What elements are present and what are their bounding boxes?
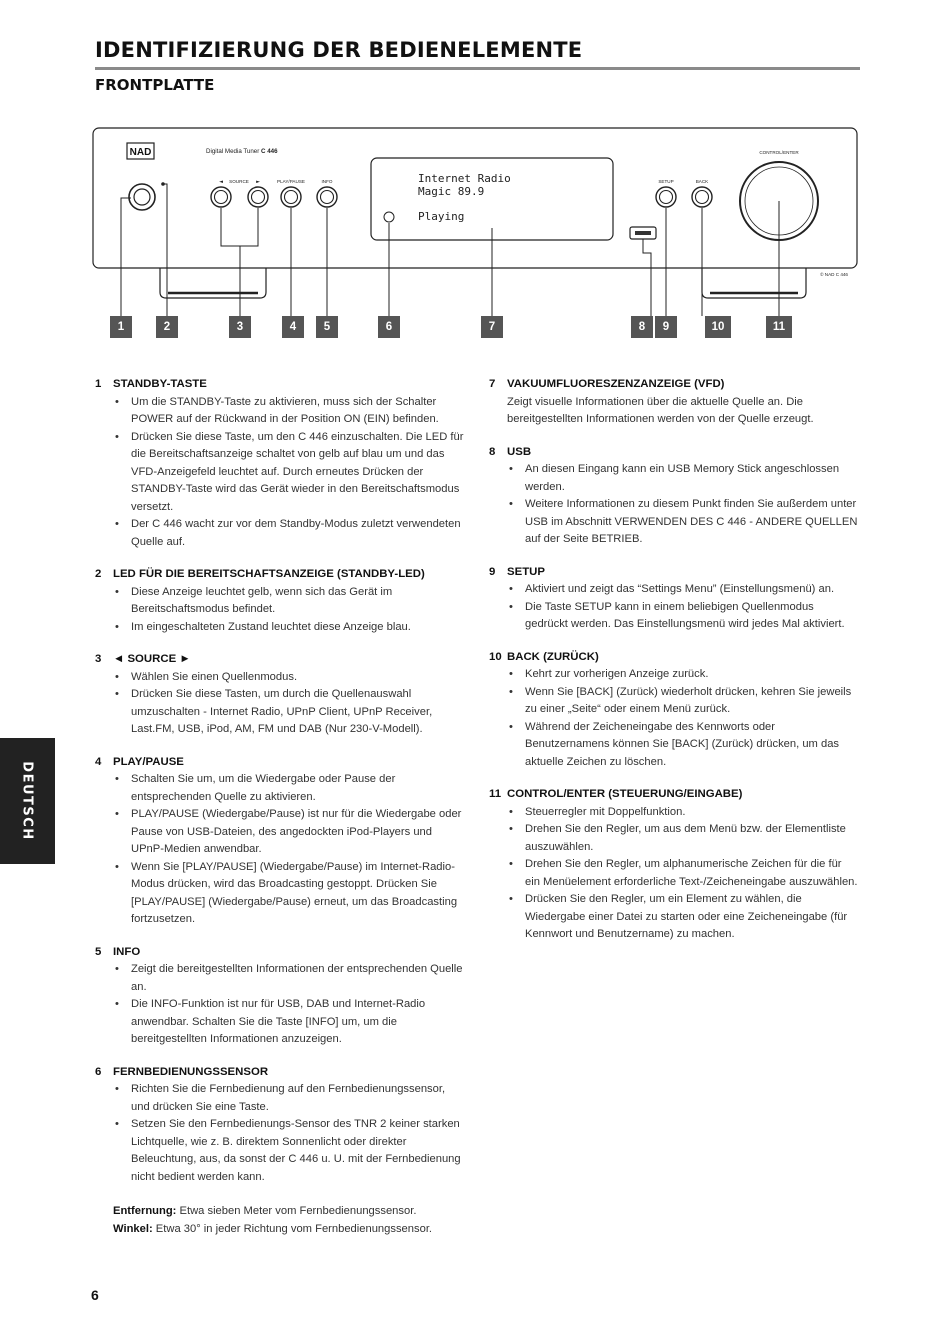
svg-text:Digital Media Tuner C 446 — [206, 148, 278, 155]
list-item: • Drücken Sie diese Taste, um den C 446 einzuschalten. Die LED für die Bereitschaftsanzeige schaltet von gelb auf blau um und das VFD-Anzeigefeld leuchtet auf. Durch erneutes Drücken der STANDBY-Taste wird das Gerät wieder in den Bereitschaftsmodus versetzt. — [113, 429, 465, 517]
section-source — [95, 651, 465, 739]
callout-9: 9 — [655, 316, 677, 338]
source-right-arrow: ► — [256, 179, 260, 185]
callout-11: 11 — [766, 316, 792, 338]
note-label: Winkel: — [113, 1222, 153, 1235]
list-item: • An diesen Eingang kann ein USB Memory Stick angeschlossen werden. — [507, 461, 859, 496]
section-number: 11 — [489, 788, 502, 800]
page-title: IDENTIFIZIERUNG DER BEDIENELEMENTE — [95, 38, 583, 62]
setup-label: SETUP — [658, 179, 674, 184]
section-number: 8 — [489, 445, 496, 458]
section-number: 9 — [489, 565, 496, 578]
callout-2: 2 — [156, 316, 178, 338]
section-title: PLAY/PAUSE — [113, 755, 184, 768]
right-column — [489, 376, 859, 959]
list-item: • Im eingeschalteten Zustand leuchtet diese Anzeige blau. — [113, 619, 465, 637]
section-title: INFO — [113, 945, 141, 958]
section-remote-sensor — [95, 1064, 465, 1239]
section-subtitle: FRONTPLATTE — [95, 76, 215, 94]
knob-label: CONTROL/ENTER — [759, 150, 799, 155]
source-left-arrow: ◄ — [219, 179, 223, 185]
section-title: FERNBEDIENUNGSSENSOR — [113, 1065, 269, 1078]
section-control-enter — [489, 786, 859, 944]
section-number: 5 — [95, 945, 102, 958]
callout-8: 8 — [631, 316, 653, 338]
callout-1: 1 — [110, 316, 132, 338]
list-item: • Steuerregler mit Doppelfunktion. — [507, 804, 859, 822]
display-line-3: Playing — [418, 210, 465, 223]
section-play-pause — [95, 754, 465, 929]
note-angle — [113, 1221, 465, 1239]
section-title: USB — [507, 445, 532, 458]
section-title: CONTROL/ENTER (STEUERUNG/EINGABE) — [507, 788, 743, 800]
model-prefix: Digital Media Tuner — [206, 148, 260, 155]
section-text: Zeigt visuelle Informationen über die aktuelle Quelle an. Die bereitgestellten Informationen werden von der Quelle erzeugt. — [507, 395, 814, 425]
list-item: • Der C 446 wacht zur vor dem Standby-Modus zuletzt verwendeten Quelle auf. — [113, 516, 465, 551]
section-standby-led — [95, 566, 465, 636]
section-setup — [489, 564, 859, 634]
section-title: SETUP — [507, 565, 545, 578]
vfd-display — [371, 158, 613, 240]
model-code: C 446 — [261, 148, 278, 155]
list-item: • Wenn Sie [PLAY/PAUSE] (Wiedergabe/Pause) im Internet-Radio-Modus drücken, wird das Broadcasting gestoppt. Drücken Sie [PLAY/PAUSE] (Wiedergabe/Pause) erneut, um das Broadcasting fortzusetzen. — [113, 859, 465, 929]
list-item: • Kehrt zur vorherigen Anzeige zurück. — [507, 666, 859, 684]
section-title: LED FÜR DIE BEREITSCHAFTSANZEIGE (STANDBY-LED) — [113, 568, 425, 580]
language-side-tab — [0, 738, 55, 864]
section-title: STANDBY-TASTE — [113, 378, 207, 390]
info-label: INFO — [321, 179, 333, 184]
list-item: • Richten Sie die Fernbedienung auf den Fernbedienungssensor, und drücken Sie eine Taste. — [113, 1081, 465, 1116]
section-usb — [489, 444, 859, 549]
list-item: • Wählen Sie einen Quellenmodus. — [113, 669, 465, 687]
note-text: Etwa 30° in jeder Richtung vom Fernbedienungssensor. — [155, 1222, 433, 1235]
section-number: 2 — [95, 568, 102, 580]
section-number: 1 — [95, 378, 102, 390]
list-item: • Setzen Sie den Fernbedienungs-Sensor des TNR 2 keiner starken Lichtquelle, wie z. B. direktem Sonnenlicht oder direkter Beleuchtung, aus, da sonst der C 446 u. U. mit der Fernbedienung nicht bedient werden kann. — [113, 1116, 465, 1186]
list-item: • Die INFO-Funktion ist nur für USB, DAB und Internet-Radio anwendbar. Schalten Sie die Taste [INFO] um, um die bereitgestellten Informationen anzuzeigen. — [113, 996, 465, 1049]
section-title: ◄ SOURCE ► — [113, 653, 191, 665]
back-label: BACK — [695, 179, 709, 184]
list-item: • Die Taste SETUP kann in einem beliebigen Quellenmodus gedrückt werden. Das Einstellungsmenü wird jedes Mal aktiviert. — [507, 599, 859, 634]
ir-sensor — [384, 212, 394, 222]
source-label: SOURCE — [229, 179, 249, 184]
section-number: 10 — [489, 650, 502, 663]
title-divider — [95, 67, 860, 70]
callout-5: 5 — [316, 316, 338, 338]
section-back — [489, 649, 859, 772]
playpause-label: PLAY/PAUSE — [277, 179, 305, 184]
list-item: • Schalten Sie um, um die Wiedergabe oder Pause der entsprechenden Quelle zu aktivieren. — [113, 771, 465, 806]
section-info — [95, 944, 465, 1049]
section-standby — [95, 376, 465, 551]
list-item: • Wenn Sie [BACK] (Zurück) wiederholt drücken, kehren Sie jeweils zu einer „Seite“ oder einem Menü zurück. — [507, 684, 859, 719]
callout-4: 4 — [282, 316, 304, 338]
section-vfd — [489, 376, 859, 429]
display-line-1: Internet Radio — [418, 172, 511, 185]
list-item: • PLAY/PAUSE (Wiedergabe/Pause) ist nur für die Wiedergabe oder Pause von USB-Dateien, des angedockten iPod-Players und UPnP-Medien anwendbar. — [113, 806, 465, 859]
note-distance — [113, 1203, 465, 1221]
list-item: • Drücken Sie den Regler, um ein Element zu wählen, die Wiedergabe einer Datei zu starten oder eine Zeicheneingabe (für Kennwort und Benutzername) zu machen. — [507, 891, 859, 944]
callout-3: 3 — [229, 316, 251, 338]
callout-10: 10 — [705, 316, 731, 338]
callout-6: 6 — [378, 316, 400, 338]
list-item: • Diese Anzeige leuchtet gelb, wenn sich das Gerät im Bereitschaftsmodus befindet. — [113, 584, 465, 619]
callout-7: 7 — [481, 316, 503, 338]
brand-text: NAD — [129, 147, 152, 158]
section-number: 4 — [95, 755, 102, 768]
section-number: 6 — [95, 1065, 102, 1078]
list-item: • Drehen Sie den Regler, um alphanumerische Zeichen für die für ein Menüelement erforderliche Text-/Zeicheneingabe auszuwählen. — [507, 856, 859, 891]
list-item: • Drücken Sie diese Tasten, um durch die Quellenauswahl umzuschalten - Internet Radio, UPnP Client, UPnP Receiver, Last.FM, USB, iPod, AM, FM und DAB (Nur 230-V-Modell). — [113, 686, 465, 739]
list-item: • Um die STANDBY-Taste zu aktivieren, muss sich der Schalter POWER auf der Rückwand in der Position ON (EIN) befinden. — [113, 394, 465, 429]
list-item: • Zeigt die bereitgestellten Informationen der entsprechenden Quelle an. — [113, 961, 465, 996]
list-item: • Während der Zeicheneingabe des Kennworts oder Benutzernamens können Sie [BACK] (Zurück) drücken, um das aktuelle Zeichen zu löschen. — [507, 719, 859, 772]
section-number: 3 — [95, 653, 102, 665]
display-line-2: Magic 89.9 — [418, 185, 485, 198]
note-label: Entfernung: — [113, 1205, 177, 1217]
page-number: 6 — [91, 1287, 99, 1303]
front-panel-illustration — [90, 120, 865, 345]
section-title: VAKUUMFLUORESZENZANZEIGE (VFD) — [507, 378, 725, 390]
section-number: 7 — [489, 378, 496, 390]
list-item: • Weitere Informationen zu diesem Punkt finden Sie außerdem unter USB im Abschnitt VERWENDEN DES C 446 - ANDERE QUELLEN auf der Seite BETRIEB. — [507, 496, 859, 549]
side-tab-label: DEUTSCH — [19, 761, 35, 841]
copyright-text: © NAD C 446 — [820, 272, 848, 277]
list-item: • Aktiviert und zeigt das “Settings Menu” (Einstellungsmenü) an. — [507, 581, 859, 599]
section-title: BACK (ZURÜCK) — [507, 650, 599, 663]
note-text: Etwa sieben Meter vom Fernbedienungssensor. — [179, 1205, 417, 1217]
left-column — [95, 376, 465, 1253]
list-item: • Drehen Sie den Regler, um aus dem Menü bzw. der Elementliste auszuwählen. — [507, 821, 859, 856]
sensor-notes — [113, 1203, 465, 1238]
